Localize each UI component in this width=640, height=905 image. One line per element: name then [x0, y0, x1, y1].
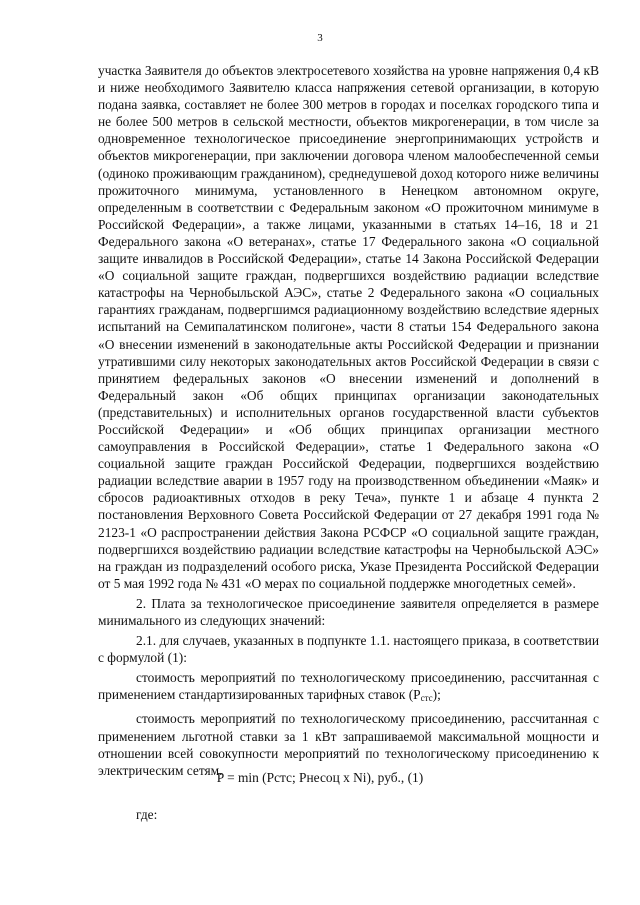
paragraph-item-2-1: 2.1. для случаев, указанных в подпункте 1.1. настоящего приказа, в соответствии с формулой (1):: [98, 633, 599, 666]
paragraph-continuation: участка Заявителя до объектов электросетевого хозяйства на уровне напряжения 0,4 кВ и ниже необходимого Заявителю класса напряжения сетевой организации, в которую подана заявка, составляет не более 300 метров в городах и поселках городского типа и не более 500 метров в сельской местности, объектов микрогенерации, в том числе за одновременное технологическое присоединение энергопринимающих устройств и объектов микрогенерации, при заключении договора членом малообеспеченной семьи (одиноко проживающим гражданином), среднедушевой доход которого ниже величины прожиточного минимума, установленного в Ненецком автономном округе, определенным в соответствии с Федеральным законом «О прожиточном минимуме в Российской Федерации», а также лицами, указанными в статьях 14–16, 18 и 21 Федерального закона «О ветеранах», статье 17 Федерального закона «О социальной защите инвалидов в Российской Федерации», статье 14 Закона Российской Федерации «О социальной защите граждан, подвергшихся воздействию радиации вследствие катастрофы на Чернобыльской АЭС», статье 2 Федерального закона «О социальных гарантиях гражданам, подвергшимся радиационному воздействию вследствие ядерных испытаний на Семипалатинском полигоне», части 8 статьи 154 Федерального закона «О внесении изменений в законодательные акты Российской Федерации и признании утратившими силу некоторых законодательных актов Российской Федерации в связи с принятием федеральных законов «О внесении изменений и дополнений в Федеральный закон «Об общих принципах организации законодательных (представительных) и исполнительных органов государственной власти субъектов Российской Федерации» и «Об общих принципах организации местного самоуправления в Российской Федерации», статье 1 Федерального закона «О социальной защите граждан Российской Федерации, подвергшихся воздействию радиации вследствие аварии в 1957 году на производственном объединении «Маяк» и сбросов радиоактивных отходов в реку Теча», пункте 1 и абзаце 4 пункта 2 постановления Верховного Совета Российской Федерации от 27 декабря 1991 года № 2123-1 «О распространении действия Закона РСФСР «О социальной защите граждан, подвергшихся воздействию радиации вследствие катастрофы на Чернобыльской АЭС» на граждан из подразделений особого риска, Указе Президента Российской Федерации от 5 мая 1992 года № 431 «О мерах по социальной поддержке многодетных семей».: [98, 63, 599, 591]
paragraph-standard-rates: [98, 669, 599, 707]
standard-rates-text: стоимость мероприятий по технологическому присоединению, рассчитанная с применением стандартизированных тарифных ставок (P: [98, 670, 599, 703]
formula-1: P = min (Pстс; Pнесоц x Ni), руб., (1): [216, 770, 424, 785]
standard-rates-subscript: стс: [420, 693, 433, 704]
standard-rates-end: );: [432, 687, 441, 703]
document-body: [98, 62, 599, 779]
page-number: 3: [317, 32, 323, 44]
paragraph-preferential-rate: стоимость мероприятий по технологическому присоединению, рассчитанная с применением льготной ставки за 1 кВт запрашиваемой максимальной мощности и отношении всей совокупности мероприятий по технологическому присоединению к электрическим сетям.: [98, 711, 599, 778]
paragraph-item-2: 2. Плата за технологическое присоединение заявителя определяется в размере минимального из следующих значений:: [98, 595, 599, 628]
where-label: где:: [136, 807, 158, 822]
